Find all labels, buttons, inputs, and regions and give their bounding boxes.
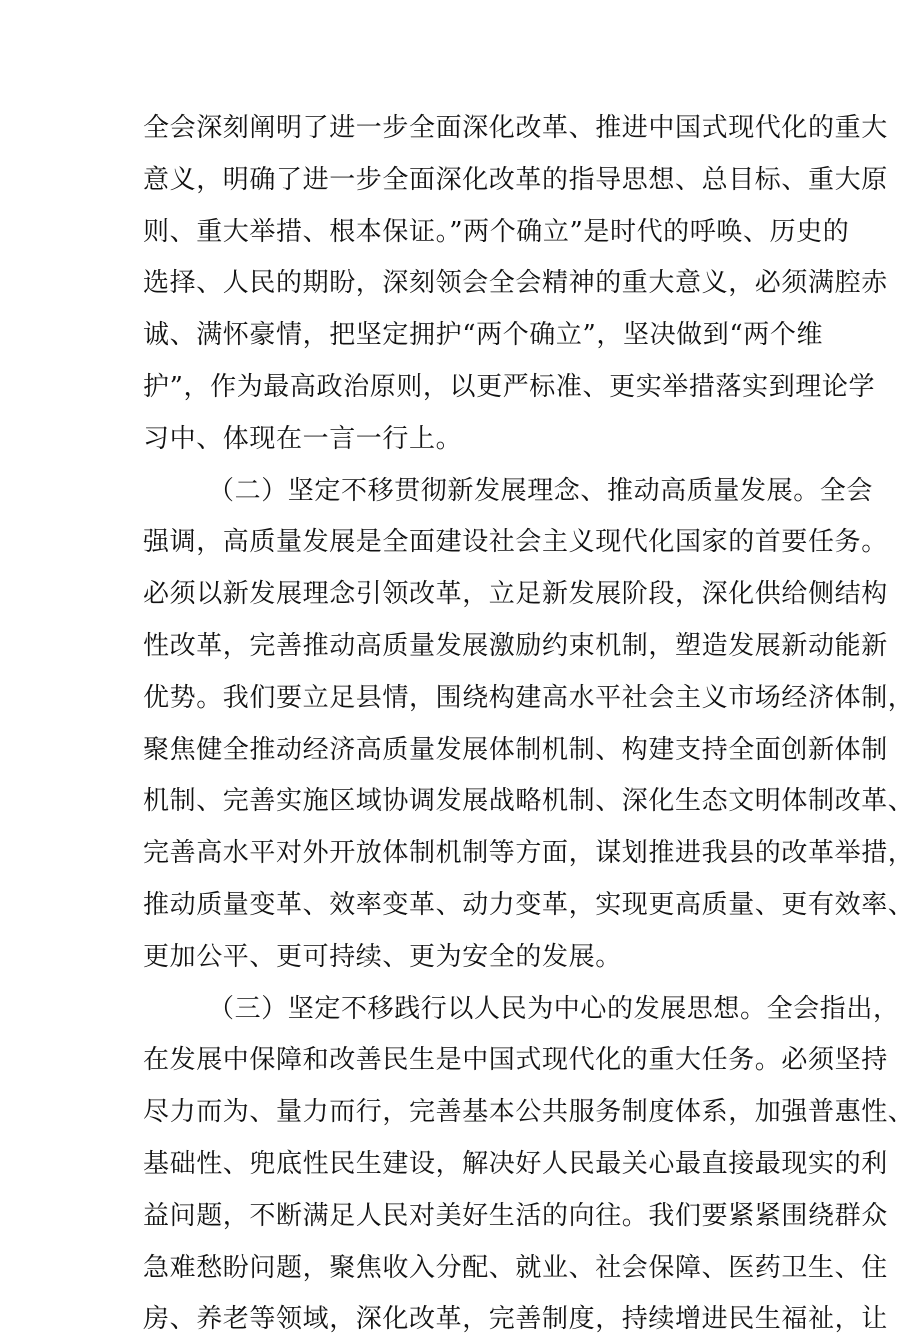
text-line-14: 机制、完善实施区域协调发展战略机制、深化生态文明体制改革、: [143, 786, 915, 816]
text-line-23: 急难愁盼问题，聚焦收入分配、就业、社会保障、医药卫生、住: [143, 1253, 888, 1283]
text-line-21: 基础性、兜底性民生建设，解决好人民最关心最直接最现实的利: [143, 1149, 888, 1179]
text-line-6: 护”，作为最高政治原则，以更严标准、更实举措落实到理论学: [143, 372, 876, 402]
section-2-heading-line: （二）坚定不移贯彻新发展理念、推动高质量发展。全会: [208, 476, 874, 506]
text-line-20: 尽力而为、量力而行，完善基本公共服务制度体系，加强普惠性、: [143, 1097, 915, 1127]
text-line-7: 习中、体现在一言一行上。: [143, 424, 463, 454]
text-line-1: 全会深刻阐明了进一步全面深化改革、推进中国式现代化的重大: [143, 113, 888, 143]
text-line-9: 强调，高质量发展是全面建设社会主义现代化国家的首要任务。: [143, 527, 888, 557]
text-line-5: 诚、满怀豪情，把坚定拥护“两个确立”，坚决做到“两个维: [143, 320, 824, 350]
text-line-24: 房、养老等领域，深化改革，完善制度，持续增进民生福祉，让: [143, 1304, 888, 1334]
text-line-11: 性改革，完善推动高质量发展激励约束机制，塑造发展新动能新: [143, 631, 888, 661]
text-line-16: 推动质量变革、效率变革、动力变革，实现更高质量、更有效率、: [143, 890, 915, 920]
text-line-4: 选择、人民的期盼，深刻领会全会精神的重大意义，必须满腔赤: [143, 268, 888, 298]
section-3-heading-line: （三）坚定不移践行以人民为中心的发展思想。全会指出，: [208, 994, 900, 1024]
text-line-12: 优势。我们要立足县情，围绕构建高水平社会主义市场经济体制，: [143, 683, 915, 713]
text-line-17: 更加公平、更可持续、更为安全的发展。: [143, 942, 622, 972]
text-line-15: 完善高水平对外开放体制机制等方面，谋划推进我县的改革举措，: [143, 838, 915, 868]
text-line-13: 聚焦健全推动经济高质量发展体制机制、构建支持全面创新体制: [143, 735, 888, 765]
text-line-19: 在发展中保障和改善民生是中国式现代化的重大任务。必须坚持: [143, 1045, 888, 1075]
text-line-2: 意义，明确了进一步全面深化改革的指导思想、总目标、重大原: [143, 165, 888, 195]
text-line-10: 必须以新发展理念引领改革，立足新发展阶段，深化供给侧结构: [143, 579, 888, 609]
text-line-22: 益问题，不断满足人民对美好生活的向往。我们要紧紧围绕群众: [143, 1201, 888, 1231]
text-line-3: 则、重大举措、根本保证。”两个确立”是时代的呼唤、历史的: [143, 217, 850, 247]
